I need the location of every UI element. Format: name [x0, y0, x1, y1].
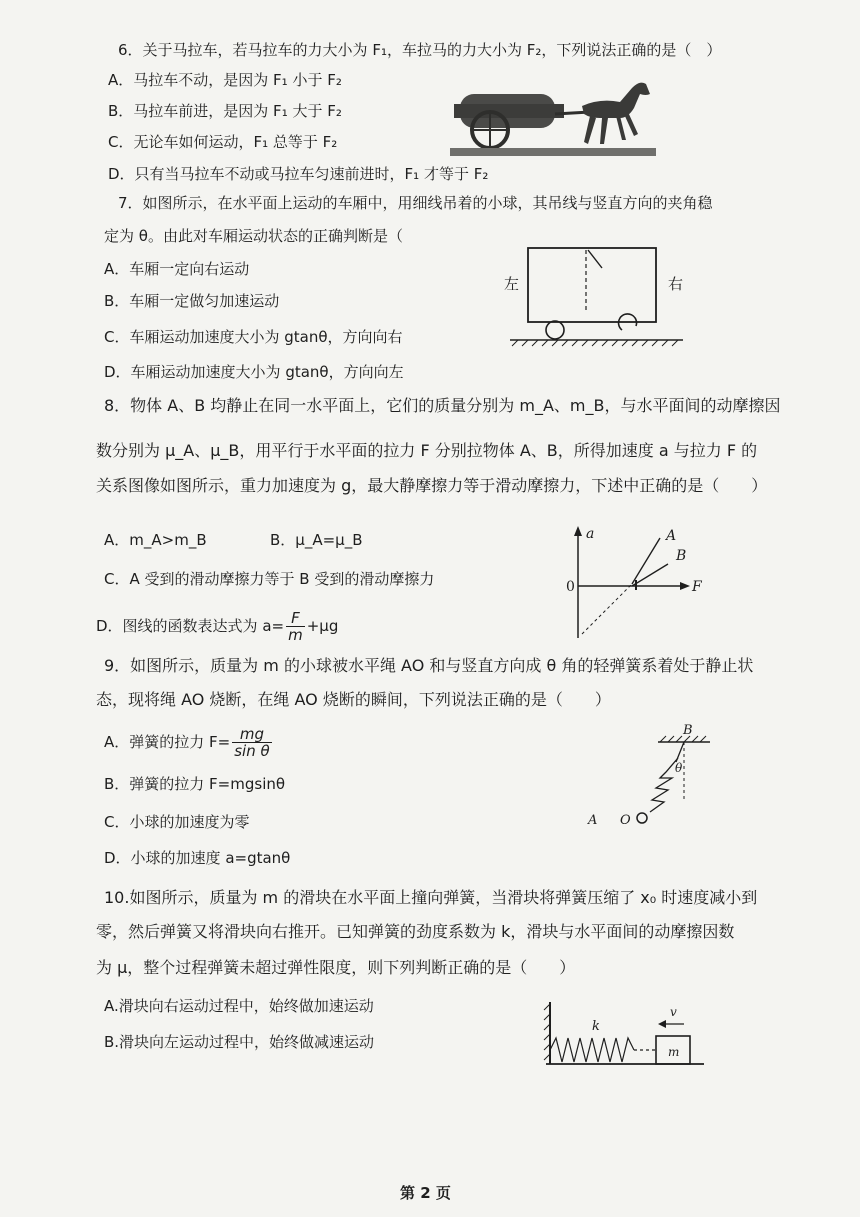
q7-stem-line2: 定为 θ。由此对车厢运动状态的正确判断是（	[104, 227, 403, 245]
q7-option-d: D．车厢运动加速度大小为 gtanθ，方向向左	[104, 363, 404, 381]
q7-stem-line1: 7．如图所示，在水平面上运动的车厢中，用细线吊着的小球，其吊线与竖直方向的夹角稳	[118, 194, 713, 212]
block-m-label: m	[668, 1045, 680, 1059]
q9-option-b: B．弹簧的拉力 F=mgsinθ	[104, 775, 286, 793]
q9-stem-line1: 9．如图所示，质量为 m 的小球被水平绳 AO 和与竖直方向成 θ 角的轻弹簧系着处于静止状	[104, 656, 754, 675]
spring-ball-diagram	[580, 722, 720, 832]
q6-option-d: D．只有当马拉车不动或马拉车匀速前进时，F₁ 才等于 F₂	[108, 165, 489, 183]
q8-option-d-prefix: D．图线的函数表达式为 a=	[96, 617, 285, 635]
carriage-diagram	[498, 248, 698, 348]
graph-f-axis-label: F	[692, 579, 702, 595]
q7-option-a: A．车厢一定向右运动	[104, 260, 250, 278]
velocity-v-label: v	[670, 1005, 677, 1019]
a-f-graph	[560, 524, 720, 644]
q6-option-a: A．马拉车不动，是因为 F₁ 小于 F₂	[108, 71, 342, 89]
carriage-left-label: 左	[504, 275, 520, 293]
q10-stem-line3: 为 μ，整个过程弹簧未超过弹性限度，则下列判断正确的是（ ）	[96, 958, 576, 977]
q8-option-a: A．m_A>m_B	[104, 531, 207, 549]
q9-option-a	[104, 722, 274, 762]
q8-option-d-denominator: m	[288, 626, 303, 644]
q8-option-d-suffix: +μg	[306, 617, 339, 635]
q8-option-d-numerator: F	[286, 610, 305, 627]
q9-option-a-fraction	[232, 726, 271, 759]
graph-line-b-label: B	[676, 548, 687, 564]
q10-option-b: B.滑块向左运动过程中，始终做减速运动	[104, 1033, 375, 1051]
q9-option-a-prefix: A．弹簧的拉力 F=	[104, 733, 231, 751]
q8-stem-line2: 数分别为 μ_A、μ_B，用平行于水平面的拉力 F 分别拉物体 A、B，所得加速度 a 与拉力 F 的	[96, 441, 758, 460]
spring-b-label: B	[683, 723, 693, 738]
q10-stem-line1: 10.如图所示，质量为 m 的滑块在水平面上撞向弹簧，当滑块将弹簧压缩了 x₀ 时速度减小到	[104, 888, 758, 907]
ball-o-label: O	[620, 813, 631, 828]
q8-option-b: B．μ_A=μ_B	[270, 531, 363, 549]
q10-stem-line2: 零，然后弹簧又将滑块向右推开。已知弹簧的劲度系数为 k，滑块与水平面间的动摩擦因数	[96, 922, 735, 941]
graph-origin-label: 0	[566, 579, 575, 595]
q8-option-d-fraction	[286, 610, 305, 643]
page-number-footer: 第 2 页	[400, 1184, 451, 1202]
spring-theta-label: θ	[675, 761, 683, 775]
q9-option-a-denominator: sin θ	[234, 742, 270, 760]
q9-option-c: C．小球的加速度为零	[104, 813, 250, 831]
q10-option-a: A.滑块向右运动过程中，始终做加速运动	[104, 997, 374, 1015]
q9-option-d: D．小球的加速度 a=gtanθ	[104, 849, 291, 867]
q8-option-d	[96, 608, 338, 644]
q7-option-c: C．车厢运动加速度大小为 gtanθ，方向向右	[104, 328, 403, 346]
q6-stem: 6．关于马拉车，若马拉车的力大小为 F₁，车拉马的力大小为 F₂，下列说法正确的是（ ）	[118, 41, 722, 59]
q6-option-b: B．马拉车前进，是因为 F₁ 大于 F₂	[108, 102, 342, 120]
horse-cart-image	[450, 74, 660, 164]
rope-a-label: A	[588, 813, 598, 828]
q6-option-c: C．无论车如何运动，F₁ 总等于 F₂	[108, 133, 338, 151]
q9-stem-line2: 态，现将绳 AO 烧断，在绳 AO 烧断的瞬间，下列说法正确的是（ ）	[96, 690, 611, 709]
q7-option-b: B．车厢一定做匀加速运动	[104, 292, 280, 310]
q8-stem-line1: 8．物体 A、B 均静止在同一水平面上，它们的质量分别为 m_A、m_B，与水平面间的动摩擦因	[104, 396, 781, 415]
q8-stem-line3: 关系图像如图所示，重力加速度为 g，最大静摩擦力等于滑动摩擦力，下述中正确的是（ ）	[96, 476, 768, 495]
spring-block-diagram	[540, 998, 710, 1076]
carriage-right-label: 右	[668, 275, 684, 293]
spring-k-label: k	[592, 1019, 600, 1034]
q9-option-a-numerator: mg	[232, 726, 271, 743]
graph-a-axis-label: a	[586, 526, 595, 542]
q8-option-c: C．A 受到的滑动摩擦力等于 B 受到的滑动摩擦力	[104, 570, 435, 588]
graph-line-a-label: A	[666, 528, 677, 544]
